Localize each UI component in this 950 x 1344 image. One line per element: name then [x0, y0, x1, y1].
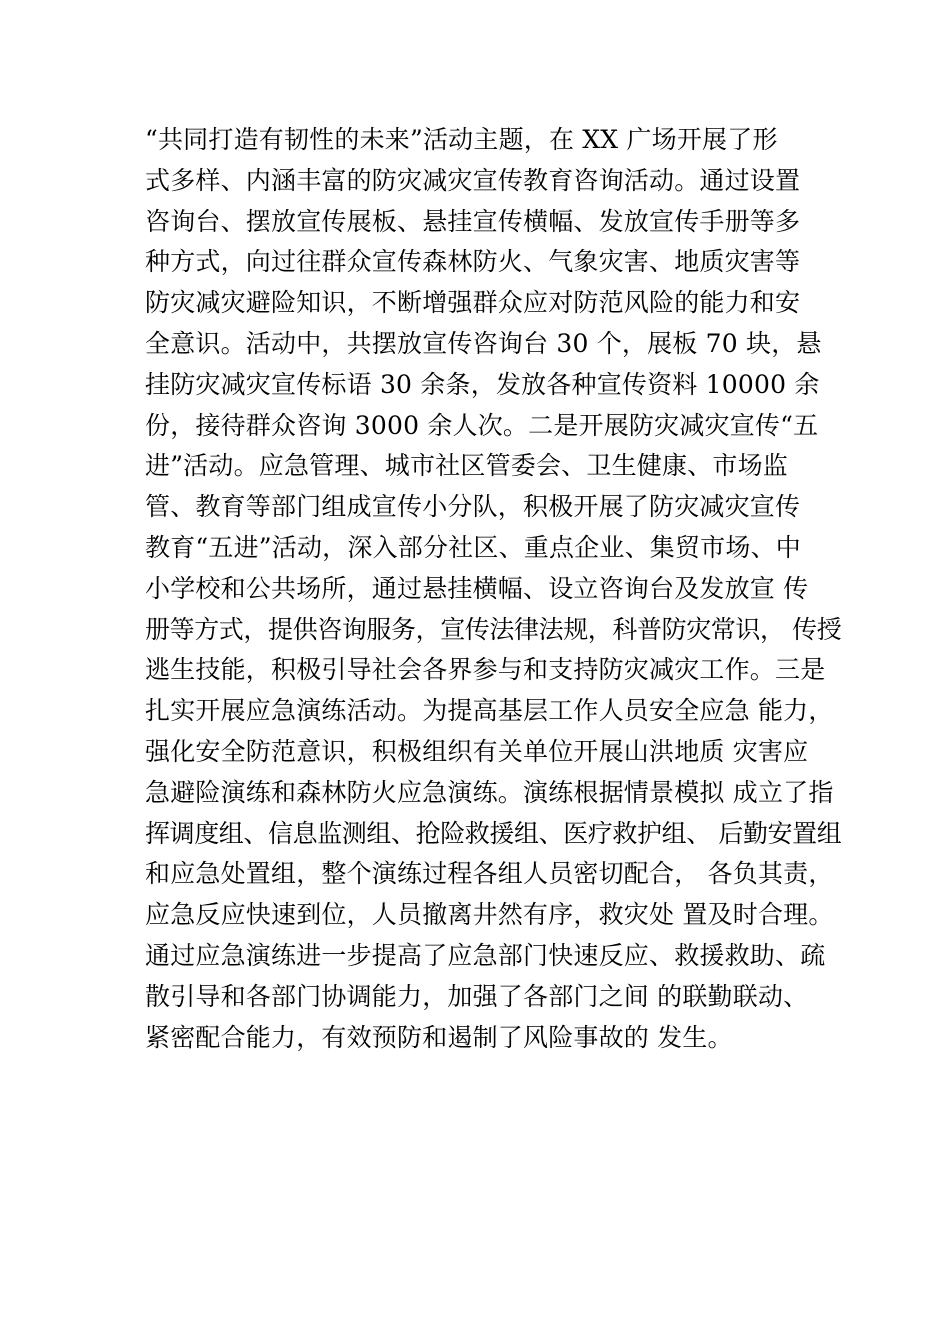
text-line: 紧密配合能力，有效预防和遏制了风险事故的 发生。	[145, 1022, 733, 1052]
text-line: 挥调度组、信息监测组、抢险救援组、医疗救护组、 后勤安置组	[145, 818, 842, 848]
text-line: 逃生技能，积极引导社会各界参与和支持防灾减灾工作。三是	[145, 655, 826, 685]
text-line: 式多样、内涵丰富的防灾减灾宣传教育咨询活动。通过设置	[145, 165, 801, 195]
text-line: 通过应急演练进一步提高了应急部门快速反应、救援救助、疏	[145, 940, 826, 970]
text-line: 急避险演练和森林防火应急演练。演练根据情景模拟 成立了指	[145, 777, 834, 807]
text-line: 挂防灾减灾宣传标语 30 余条，发放各种宣传资料 10000 余	[145, 369, 820, 399]
text-line: 散引导和各部门协调能力，加强了各部门之间 的联勤联动、	[145, 981, 809, 1011]
text-line: 教育“五进”活动，深入部分社区、重点企业、集贸市场、中	[145, 532, 801, 562]
text-line: 全意识。活动中，共摆放宣传咨询台 30 个，展板 70 块，悬	[145, 328, 822, 358]
text-line: 扎实开展应急演练活动。为提高基层工作人员安全应急 能力，	[145, 696, 834, 726]
text-line: 份，接待群众咨询 3000 余人次。二是开展防灾减灾宣传“五	[145, 410, 819, 440]
text-line: 强化安全防范意识，积极组织有关单位开展山洪地质 灾害应	[145, 736, 809, 766]
text-line: 咨询台、摆放宣传展板、悬挂宣传横幅、发放宣传手册等多	[145, 206, 801, 236]
text-line: 应急反应快速到位，人员撤离井然有序，救灾处 置及时合理。	[145, 900, 834, 930]
text-line: 小学校和公共场所，通过悬挂横幅、设立咨询台及发放宣 传	[145, 573, 809, 603]
text-line: 册等方式，提供咨询服务，宣传法律法规，科普防灾常识， 传授	[145, 614, 842, 644]
text-line: 和应急处置组，整个演练过程各组人员密切配合， 各负其责，	[145, 859, 834, 889]
text-line: 种方式，向过往群众宣传森林防火、气象灾害、地质灾害等	[145, 247, 801, 277]
text-line: 进”活动。应急管理、城市社区管委会、卫生健康、市场监	[145, 451, 788, 481]
text-line: 防灾减灾避险知识，不断增强群众应对防范风险的能力和安	[145, 288, 801, 318]
text-line: “共同打造有韧性的未来”活动主题，在 XX 广场开展了形	[145, 125, 778, 154]
text-line: 管、教育等部门组成宣传小分队，积极开展了防灾减灾宣传	[145, 492, 801, 522]
body-paragraph	[145, 120, 845, 1058]
